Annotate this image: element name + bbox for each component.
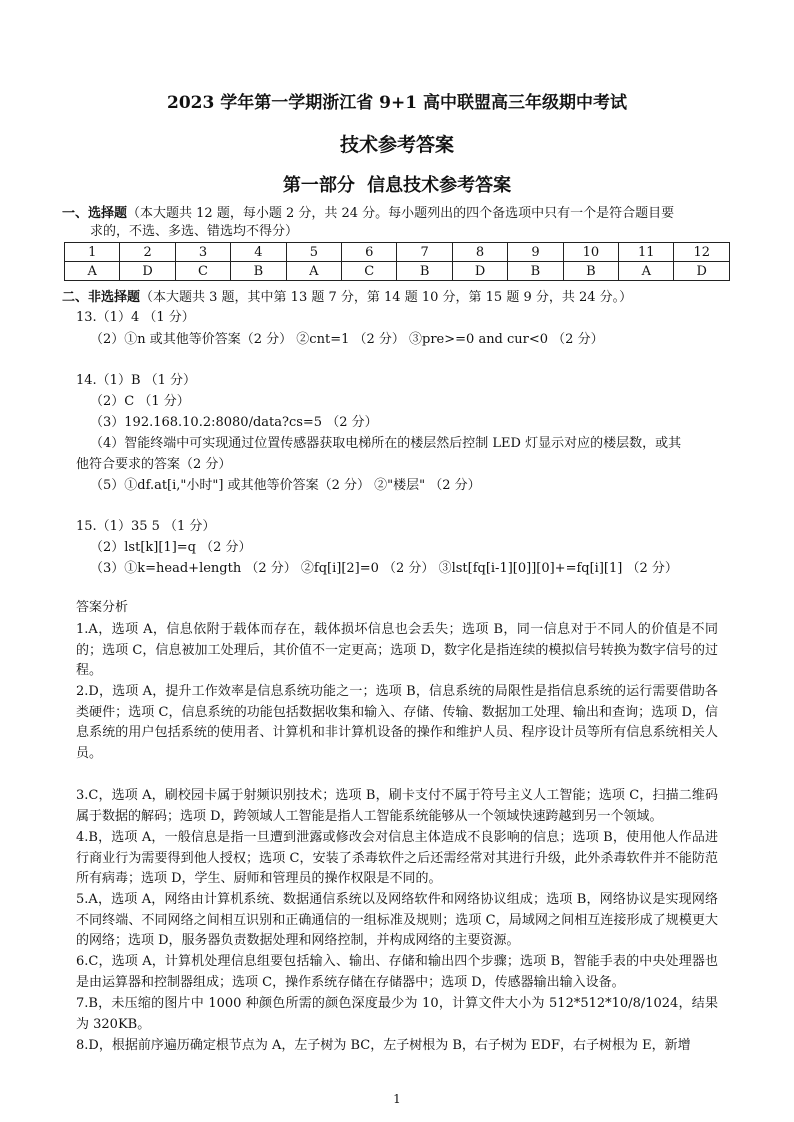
table-cell: 5 [286,243,341,262]
q13-line2: （2）①n 或其他等价答案（2 分） ②cnt=1 （2 分） ③pre>=0 and cur<0 （2 分） [90,332,604,347]
table-cell: B [231,262,286,281]
table-cell: B [508,262,563,281]
section1-line1 [62,204,674,224]
table-cell: A [65,262,120,281]
table-cell: 9 [508,243,563,262]
table-cell: A [619,262,674,281]
analysis-item-4: 4.B，选项 A，一般信息是指一旦遭到泄露或修改会对信息主体造成不良影响的信息；选项 B，使用他人作品进行商业行为需要得到他人授权；选项 C，安装了杀毒软件之后还需经常对其进行升级，此外杀毒软件并不能防范所有病毒；选项 D，学生、厨师和管理员的操作权限是不同的。 [76,830,718,886]
analysis-item-8: 8.D，根据前序遍历确定根节点为 A，左子树为 BC，左子树根为 B，右子树为 EDF，右子树根为 E，新增 [76,1038,691,1053]
table-cell: D [674,262,730,281]
q14-line4: （4）智能终端中可实现通过位置传感器获取电梯所在的楼层然后控制 LED 灯显示对应的楼层数，或其 [90,436,682,451]
exam-title: 2023 学年第一学期浙江省 9+1 高中联盟高三年级期中考试 [167,93,627,113]
table-cell: 3 [175,243,230,262]
analysis-item-1: 1.A，选项 A，信息依附于载体而存在，载体损坏信息也会丢失；选项 B，同一信息对于不同人的价值是不同的；选项 C，信息被加工处理后，其价值不一定更高；选项 D，数字化是指连续的模拟信号转换为数字信号的过程。 [76,622,718,678]
table-cell: 7 [397,243,452,262]
table-cell: 1 [65,243,120,262]
analysis-item-5: 5.A，选项 A，网络由计算机系统、数据通信系统以及网络软件和网络协议组成；选项 B，网络协议是实现网络不同终端、不同网络之间相互识别和正确通信的一组标准及规则；选项 C，局域网之间相互连接形成了规模更大的网络；选项 D，服务器负责数据处理和网络控制，并构成网络的主要资源。 [76,892,718,948]
table-cell: 11 [619,243,674,262]
table-cell: B [563,262,618,281]
table-cell: A [286,262,341,281]
table-cell: 2 [120,243,175,262]
analysis-item-3: 3.C，选项 A，刷校园卡属于射频识别技术；选项 B，刷卡支付不属于符号主义人工智能；选项 C，扫描二维码属于数据的解码；选项 D，跨领域人工智能是指人工智能系统能够从一个领域快速跨越到另一个领域。 [76,788,718,824]
table-cell: C [342,262,397,281]
analysis-item-6: 6.C，选项 A，计算机处理信息组要包括输入、输出、存储和输出四个步骤；选项 B，智能手表的中央处理器也是由运算器和控制器组成；选项 C，操作系统存储在存储器中；选项 D，传感器输出输入设备。 [76,954,718,990]
answer-table-number-row [65,243,730,262]
analysis-item-7: 7.B，未压缩的图片中 1000 种颜色所需的颜色深度最少为 10，计算文件大小为 512*512*10/8/1024，结果为 320KB。 [76,996,718,1032]
q14-line6: （5）①df.at[i,"小时"] 或其他等价答案（2 分） ②"楼层" （2 分） [90,478,481,493]
table-cell: 12 [674,243,730,262]
table-cell: 8 [452,243,507,262]
q13-line1: 13.（1）4 （1 分） [76,310,195,325]
table-cell: 6 [342,243,397,262]
section1-heading: 一、选择题 [62,206,128,221]
q14-line3: （3）192.168.10.2:8080/data?cs=5 （2 分） [90,415,378,430]
q15-line2: （2）lst[k][1]=q （2 分） [90,540,252,555]
section2-line [62,288,632,308]
q14-line1: 14.（1）B （1 分） [76,373,197,388]
subject-title: 技术参考答案 [339,134,454,156]
section1-desc-line1: （本大题共 12 题，每小题 2 分，共 24 分。每小题列出的四个备选项中只有一个是符合题目要 [127,206,675,221]
table-cell: D [452,262,507,281]
answer-table [64,242,730,281]
analysis-heading: 答案分析 [76,600,129,615]
section2-desc: （本大题共 3 题，其中第 13 题 7 分，第 14 题 10 分，第 15 题 9 分，共 24 分。） [140,290,633,305]
table-cell: 4 [231,243,286,262]
section2-heading: 二、非选择题 [62,290,141,305]
part-title: 第一部分 信息技术参考答案 [282,175,512,196]
table-cell: 10 [563,243,618,262]
page-number: 1 [393,1092,401,1106]
table-cell: D [120,262,175,281]
q14-line5: 他符合要求的答案（2 分） [76,457,232,472]
table-cell: C [175,262,230,281]
section1-desc-line2: 求的，不选、多选、错选均不得分） [90,224,299,239]
q14-line2: （2）C （1 分） [90,394,190,409]
table-cell: B [397,262,452,281]
answer-table-answer-row [65,262,730,281]
q15-line1: 15.（1）35 5 （1 分） [76,519,216,534]
analysis-item-2: 2.D，选项 A，提升工作效率是信息系统功能之一；选项 B，信息系统的局限性是指信息系统的运行需要借助各类硬件；选项 C，信息系统的功能包括数据收集和输入、存储、传输、数据加工处理、输出和查询；选项 D，信息系统的用户包括系统的使用者、计算机和非计算机设备的操作和维护人员、程序设计员等所有信息系统相关人员。 [76,684,718,761]
q15-line3: （3）①k=head+length （2 分） ②fq[i][2]=0 （2 分） ③lst[fq[i-1][0]][0]+=fq[i][1] （2 分） [90,561,678,576]
